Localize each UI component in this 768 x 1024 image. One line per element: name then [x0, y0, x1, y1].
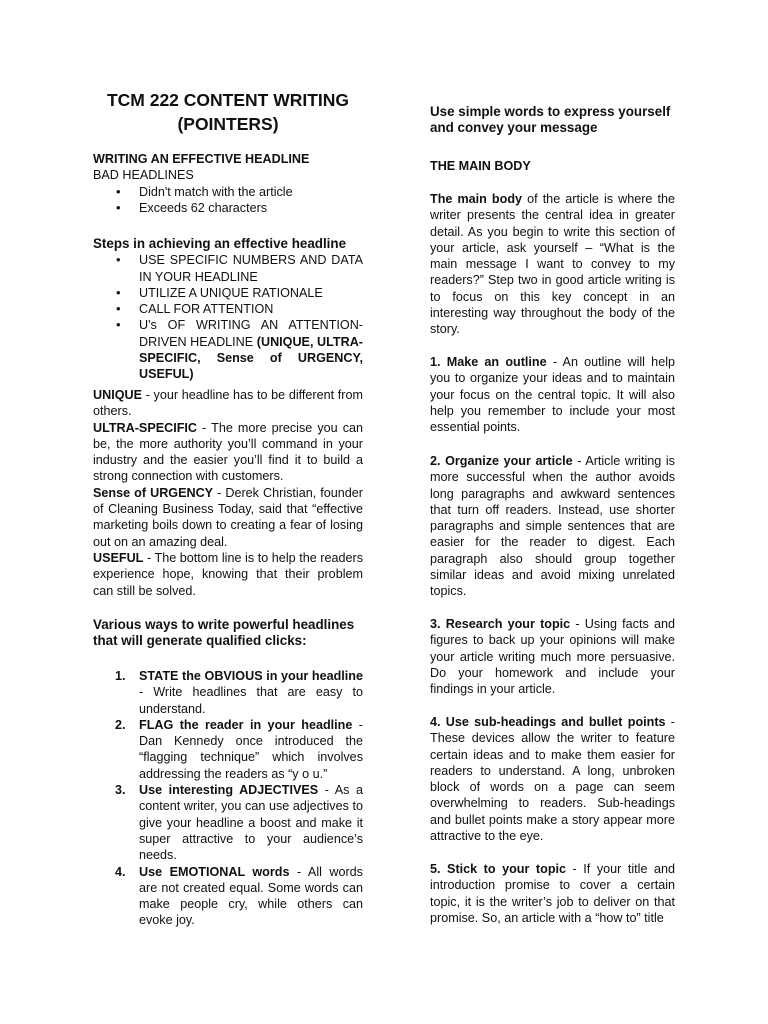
list-item: • UTILIZE A UNIQUE RATIONALE: [93, 285, 363, 301]
point-text: - An outline will help you to organize your ideas and to maintain your focus on the central topic. It will also help you remember to include your most essential points.: [430, 355, 675, 435]
title-line-1: TCM 222 CONTENT WRITING: [106, 90, 350, 110]
item-term: Use interesting ADJECTIVES: [139, 783, 319, 798]
definition-unique: [93, 387, 363, 420]
point-text: - These devices allow the writer to feature certain ideas and to make them easier for readers to understand. A long, unbroken block of words on a page can seem overwhelming to readers. Sub-headings and bullet points make a story appear more attractive to the eye.: [430, 715, 675, 844]
point-term: 5. Stick to your topic: [430, 862, 567, 876]
main-body-term: The main body: [430, 192, 523, 206]
ways-list: [93, 668, 363, 929]
point-make-outline: [430, 354, 675, 435]
item-number: 1.: [115, 669, 126, 683]
title-line-2: (POINTERS): [177, 114, 279, 134]
item-number: 4.: [115, 864, 126, 879]
steps-list: [93, 252, 363, 382]
item-term: Use EMOTIONAL words: [139, 864, 290, 879]
list-item: • USE SPECIFIC NUMBERS AND DATA IN YOUR HEADLINE: [93, 252, 363, 285]
item-text: - Write headlines that are easy to understand.: [139, 685, 363, 716]
list-item: [93, 864, 363, 929]
point-term: 3. Research your topic: [430, 617, 571, 631]
item-text: - Dan Kennedy once introduced the “flagging technique” which involves addressing the readers as “y o u.”: [139, 717, 363, 781]
item-term: STATE the OBVIOUS in your headline: [139, 669, 363, 683]
definition-ultra-specific: [93, 420, 363, 485]
point-stick-to-topic: [430, 861, 675, 926]
item-number: 2.: [115, 717, 126, 732]
definition-term: Sense of URGENCY: [93, 485, 214, 500]
list-item: [93, 317, 363, 382]
simple-words-heading: Use simple words to express yourself and convey your message: [430, 104, 671, 136]
main-body-paragraph: [430, 191, 675, 338]
definition-urgency: [93, 485, 363, 550]
point-organize-article: [430, 453, 675, 600]
bad-headlines-list: [93, 184, 363, 217]
bad-headlines-heading: BAD HEADLINES: [93, 168, 194, 183]
point-subheadings-bullets: [430, 714, 675, 844]
definitions-block: [93, 387, 363, 599]
list-item: [93, 782, 363, 863]
main-body-heading: THE MAIN BODY: [430, 159, 531, 173]
definition-text: - The more precise you can be, the more authority you’ll command in your industry and the easier you’ll find it to build a strong connection with customers.: [93, 420, 363, 484]
point-term: 2. Organize your article: [430, 454, 573, 468]
list-item: [93, 717, 363, 782]
point-text: - Using facts and figures to back up your opinions will make your article writing much more persuasive. Do your homework and include your findings in your article.: [430, 617, 675, 697]
list-item: • Didn't match with the article: [93, 184, 363, 200]
steps-item-4-bold: (UNIQUE, ULTRA-SPECIFIC, Sense of URGENCY, USEFUL): [139, 334, 363, 382]
point-research-topic: [430, 616, 675, 697]
point-text: - Article writing is more successful when the author avoids long paragraphs and awkward sentences that turn off readers. Instead, use shorter paragraphs and simple sentences that are easier for the reader to digest. Each paragraph also should group together similar ideas and avoid mixing unrelated topics.: [430, 454, 675, 599]
document-title: [93, 88, 363, 136]
item-text: - As a content writer, you can use adjectives to give your headline a boost and make it super attractive to your audience’s needs.: [139, 783, 363, 863]
list-item: • Exceeds 62 characters: [93, 200, 363, 216]
definition-text: - Derek Christian, founder of Cleaning Business Today, said that “effective marketing boils down to creating a fear of losing out on an amazing deal.: [93, 485, 363, 549]
definition-term: UNIQUE: [93, 388, 142, 402]
point-term: 4. Use sub-headings and bullet points: [430, 715, 666, 729]
ways-heading: Various ways to write powerful headlines that will generate qualified clicks:: [93, 617, 355, 649]
definition-text: - The bottom line is to help the readers experience hope, knowing that their problem can still be solved.: [93, 550, 363, 598]
list-item: [93, 668, 363, 717]
definition-useful: [93, 550, 363, 599]
steps-heading: Steps in achieving an effective headline: [93, 236, 347, 251]
item-term: FLAG the reader in your headline: [139, 717, 353, 732]
point-text: - If your title and introduction promise to cover a certain topic, it is the writer’s job to deliver on that promise. So, an article with a “how to” title: [430, 862, 676, 925]
list-item: • CALL FOR ATTENTION: [93, 301, 363, 317]
item-number: 3.: [115, 783, 126, 798]
headline-heading: WRITING AN EFFECTIVE HEADLINE: [93, 152, 310, 166]
point-term: 1. Make an outline: [430, 355, 547, 369]
main-body-text: of the article is where the writer presents the central idea in greater detail. As you begin to write this section of your article, ask yourself – “What is the main message I want to convey to my readers?” Step two in good article writing is to focus on this key concept in an interesting way throughout the body of the story.: [430, 192, 675, 337]
definition-term: USEFUL: [93, 550, 144, 565]
steps-item-4-text: U's OF WRITING AN ATTENTION-DRIVEN HEADLINE: [139, 318, 363, 349]
definition-text: - your headline has to be different from others.: [93, 388, 363, 419]
definition-term: ULTRA-SPECIFIC: [93, 420, 198, 435]
item-text: - All words are not created equal. Some words can make people cry, while others can evoke joy.: [139, 864, 363, 928]
